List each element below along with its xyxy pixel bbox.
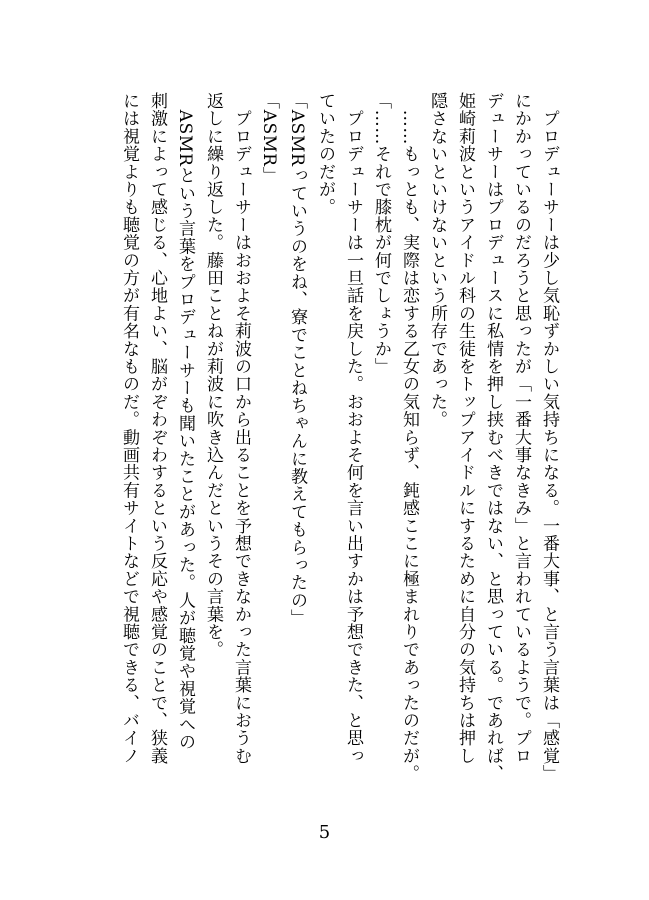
text-column: にかかっているのだろうと思ったが「一番大事なきみ」と言われているようで。プロ (511, 92, 531, 765)
text-column: プロデューサーは一旦話を戻した。おおよそ何を言い出すかは予想できた、と思っ (343, 92, 363, 765)
page-number: 5 (318, 822, 331, 843)
text-column: プロデューサーは少し気恥ずかしい気持ちになる。一番大事、と言う言葉は「感覚」 (539, 92, 559, 783)
text-column: 隠さないといけないという所存であった。 (427, 92, 447, 429)
text-column: には視覚よりも聴覚の方が有名なものだ。動画共有サイトなどで視聴できる、バイノ (119, 92, 139, 765)
text-column: 「ASMRっていうのをね、寮でことねちゃんに教えてもらったの」 (287, 92, 307, 627)
body-text (115, 92, 563, 840)
text-column: ASMRという言葉をプロデューサーも聞いたことがあった。人が聴覚や視覚への (175, 92, 195, 751)
text-column: 姫崎莉波というアイドル科の生徒をトップアイドルにするために自分の気持ちは押し (455, 92, 475, 765)
text-column: ……もっとも、実際は恋する乙女の気知らず、鈍感ここに極まれりであったのだが。 (399, 92, 419, 783)
text-column: 「……それで膝枕が何でしょうか」 (371, 92, 391, 376)
text-column: プロデューサーはおおよそ莉波の口から出ることを予想できなかった言葉におうむ (231, 92, 251, 765)
text-column: 刺激によって感じる、心地よい、脳がぞわぞわするという反応や感覚のことで、狭義 (147, 92, 167, 765)
text-column: デューサーはプロデュースに私情を押し挟むべきではない、と思っている。であれば、 (483, 92, 503, 783)
text-column: ていたのだが。 (315, 92, 335, 216)
text-column: 「ASMR」 (259, 92, 279, 185)
text-column: 返しに繰り返した。藤田ことねが莉波に吹き込んだというその言葉を。 (203, 92, 223, 659)
